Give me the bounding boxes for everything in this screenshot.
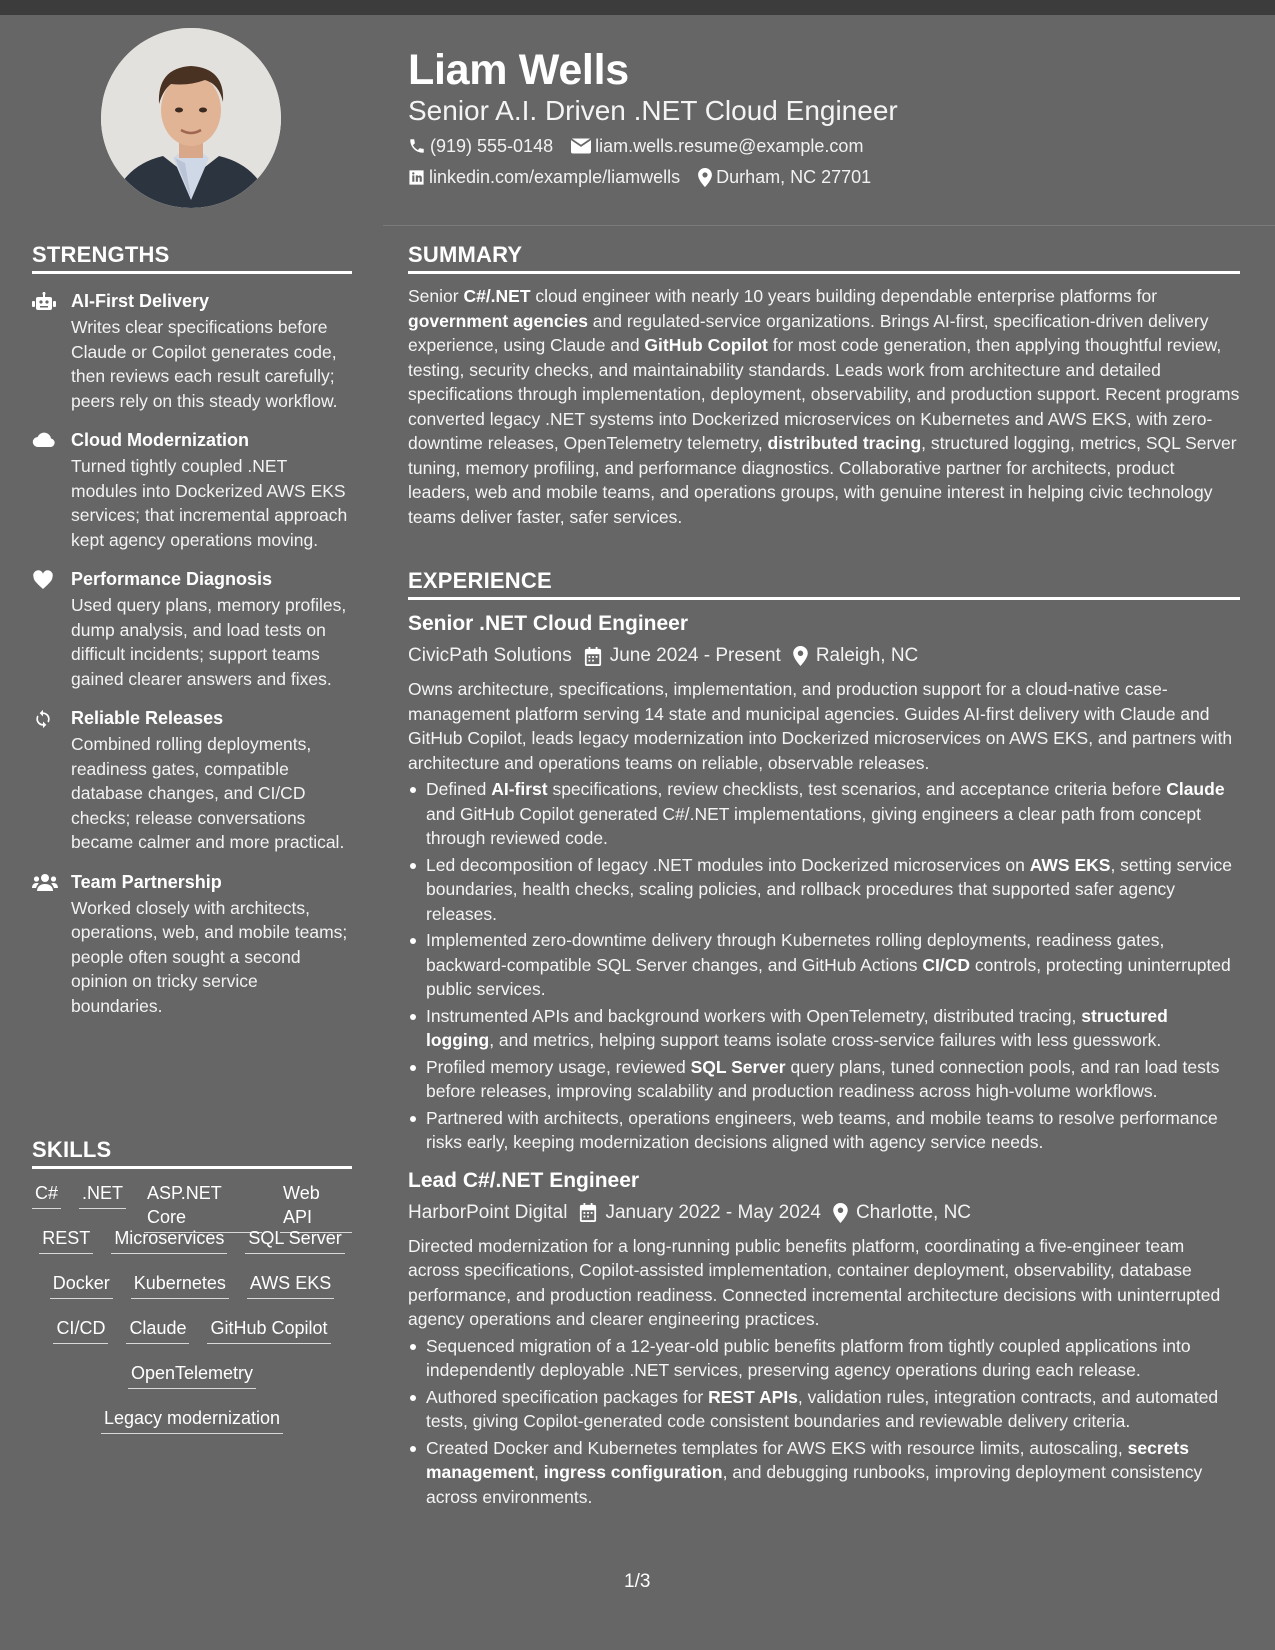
summary-highlight: government agencies [408,310,588,331]
job-bullets [408,1334,1240,1510]
summary-segment: Senior [408,286,464,306]
skill-tag: REST [39,1226,93,1254]
skill-tag: GitHub Copilot [207,1316,330,1344]
contact-row-2 [408,166,871,188]
summary-segment: and regulated-service organizations. Brings AI-first, specification-driven delivery experience, using Claude and [408,310,1209,355]
strength-item [32,290,352,413]
strength-text: Worked closely with architects, operations, web, and mobile teams; people often sought a second opinion on tricky service boundaries. [71,897,348,1016]
job-bullet: Defined AI-first specifications, review checklists, test scenarios, and acceptance criteria before Claude and GitHub Copilot generated C#/.NET implementations, giving engineers a clear path from concept through reviewed code. [408,777,1240,851]
heart-icon [32,570,56,590]
job-bullet: Authored specification packages for REST APIs, validation rules, integration contracts, and automated tests, giving Copilot-generated code consistent boundaries and reviewable delivery criteria. [408,1385,1240,1434]
linkedin-text: linkedin.com/example/liamwells [429,167,681,187]
top-bar [0,0,1275,15]
skill-tag: Kubernetes [131,1271,229,1299]
strength-title: Cloud Modernization [71,430,249,450]
envelope-icon [571,138,591,154]
skill-row [32,1316,352,1361]
skill-tag: Claude [126,1316,189,1344]
strength-text: Combined rolling deployments, readiness gates, compatible database changes, and CI/CD checks; release conversations became calmer and more practical. [71,734,345,852]
job-title: Lead C#/.NET Engineer [408,1168,640,1192]
cloud-icon [32,431,56,451]
map-pin-icon [793,646,808,666]
strengths-title: STRENGTHS [32,242,352,274]
candidate-name: Liam Wells [408,46,629,94]
skill-tag: Legacy modernization [101,1406,283,1434]
summary-segment: cloud engineer with nearly 10 years building dependable enterprise platforms for [530,286,1158,306]
job-title: Senior .NET Cloud Engineer [408,612,689,635]
job-location: Raleigh, NC [815,645,919,666]
contact-location [698,166,871,188]
job-description: Directed modernization for a long-running public benefits platform, coordinating a five-engineer team across specifications, Copilot-assisted implementation, container deployment, observability, database performance, and production readiness. Connected incremental architecture decisions with uninterrupted agency operations and clearer engineering practices. [408,1235,1221,1329]
job-bullets [408,777,1240,1155]
job-dates: January 2022 - May 2024 [605,1201,821,1223]
phone-icon [408,137,426,155]
skill-tag: ASP.NET Core [144,1181,262,1233]
job-description: Owns architecture, specifications, implementation, and production support for a cloud-native case-management platform serving 14 state and municipal agencies. Guides AI-first delivery with Claude and GitHub Copilot, leads legacy modernization into Dockerized microservices on AWS EKS, and partners with architecture and operations teams on reliable, observable releases. [408,679,1233,773]
skill-tag: Web API [280,1181,352,1233]
contact-email[interactable] [571,135,863,157]
skill-row [32,1361,352,1406]
sync-icon [32,709,56,729]
job-meta [408,642,1240,670]
skill-tag: Docker [50,1271,113,1299]
skill-tag: .NET [79,1181,126,1209]
job-dates: June 2024 - Present [609,645,781,666]
header-divider [383,225,1275,226]
skills-section [32,1137,352,1451]
skill-row [32,1406,352,1451]
job-bullet: Led decomposition of legacy .NET modules into Dockerized microservices on AWS EKS, setting service boundaries, health checks, scaling policies, and rollback procedures that supported safer agency releases. [408,853,1240,927]
job-company: HarborPoint Digital [408,1201,568,1223]
candidate-role: Senior A.I. Driven .NET Cloud Engineer [408,95,898,126]
job-entry [408,610,1240,1155]
page-number: 1/3 [624,1571,651,1592]
strength-title: AI-First Delivery [71,291,210,311]
job-bullet: Sequenced migration of a 12-year-old public benefits platform from tightly coupled applications into independently deployable .NET services, preserving agency operations during each release. [408,1334,1240,1383]
job-meta [408,1199,1240,1227]
map-pin-icon [833,1203,848,1223]
strength-title: Team Partnership [71,871,222,892]
skill-tag: CI/CD [53,1316,108,1344]
skill-row [32,1226,352,1271]
strengths-section [32,242,352,1018]
summary-highlight: C#/.NET [463,286,531,306]
skills-title: SKILLS [32,1137,352,1169]
linkedin-icon [408,169,425,186]
strength-title: Reliable Releases [71,708,224,728]
job-company: CivicPath Solutions [408,645,572,666]
job-bullet: Created Docker and Kubernetes templates for AWS EKS with resource limits, autoscaling, secrets management, ingress configuration, and debugging runbooks, improving deployment consistency across environments. [408,1436,1240,1510]
strength-text: Writes clear specifications before Claude or Copilot generates code, then reviews each result carefully; peers rely on this steady workflow. [71,317,338,411]
email-text: liam.wells.resume@example.com [595,136,864,156]
summary-highlight: distributed tracing [767,433,922,453]
profile-photo [101,28,281,208]
strength-item [32,429,352,552]
contact-linkedin[interactable] [408,166,680,188]
job-entry [408,1167,1240,1510]
map-pin-icon [698,168,712,187]
skill-tag: Microservices [111,1226,227,1254]
robot-icon [32,292,56,312]
calendar-icon [579,1203,597,1222]
users-icon [32,873,56,893]
strength-item [32,568,352,691]
experience-section [408,568,1240,1511]
skill-tag: SQL Server [245,1226,344,1254]
strength-text: Used query plans, memory profiles, dump analysis, and load tests on difficult incidents; support teams gained clearer answers and fixes. [71,595,347,689]
skill-row [32,1181,352,1226]
strength-text: Turned tightly coupled .NET modules into Dockerized AWS EKS services; that incremental approach kept agency operations moving. [71,456,348,550]
contact-phone[interactable] [408,135,553,157]
skill-row [32,1271,352,1316]
job-bullet: Profiled memory usage, reviewed SQL Server query plans, tuned connection pools, and ran load tests before releases, improving scalability and production readiness across high-volume workflows. [408,1055,1240,1104]
skill-tag: OpenTelemetry [128,1361,256,1389]
summary-title: SUMMARY [408,242,1240,274]
job-location: Charlotte, NC [855,1201,972,1223]
job-bullet: Implemented zero-downtime delivery through Kubernetes rolling deployments, readiness gates, backward-compatible SQL Server changes, and GitHub Actions CI/CD controls, protecting uninterrupted public services. [408,928,1240,1002]
job-bullet: Instrumented APIs and background workers with OpenTelemetry, distributed tracing, structured logging, and metrics, helping support teams isolate cross-service failures with less guesswork. [408,1004,1240,1053]
skill-tag: AWS EKS [247,1271,334,1299]
skill-tag: C# [32,1181,61,1209]
calendar-icon [584,647,602,666]
strength-item [32,871,352,1019]
job-bullet: Partnered with architects, operations engineers, web teams, and mobile teams to resolve performance risks early, keeping modernization decisions aligned with agency service needs. [408,1106,1240,1155]
summary-text [408,284,1240,529]
summary-section [408,242,1240,529]
summary-highlight: GitHub Copilot [644,335,768,355]
strength-item [32,707,352,855]
summary-segment: , structured logging, metrics, SQL Server tuning, memory profiling, and performance diagnostics. Collaborative partner for architects, product leaders, web and mobile teams, and operations groups, with genuine interest in helping civic technology teams deliver faster, safer services. [408,433,1237,527]
summary-segment: for most code generation, then applying thoughtful review, testing, security checks, and maintainability standards. Leads work from architecture and detailed specifications through implementation, deployment, observability, and production support. Recent programs converted legacy .NET systems into Dockerized microservices on Kubernetes and AWS EKS, with zero-downtime releases, OpenTelemetry telemetry, [408,335,1240,453]
strength-title: Performance Diagnosis [71,569,273,589]
experience-title: EXPERIENCE [408,568,1240,600]
phone-text: (919) 555-0148 [430,136,554,156]
contact-row-1 [408,135,863,157]
location-text: Durham, NC 27701 [716,167,872,187]
